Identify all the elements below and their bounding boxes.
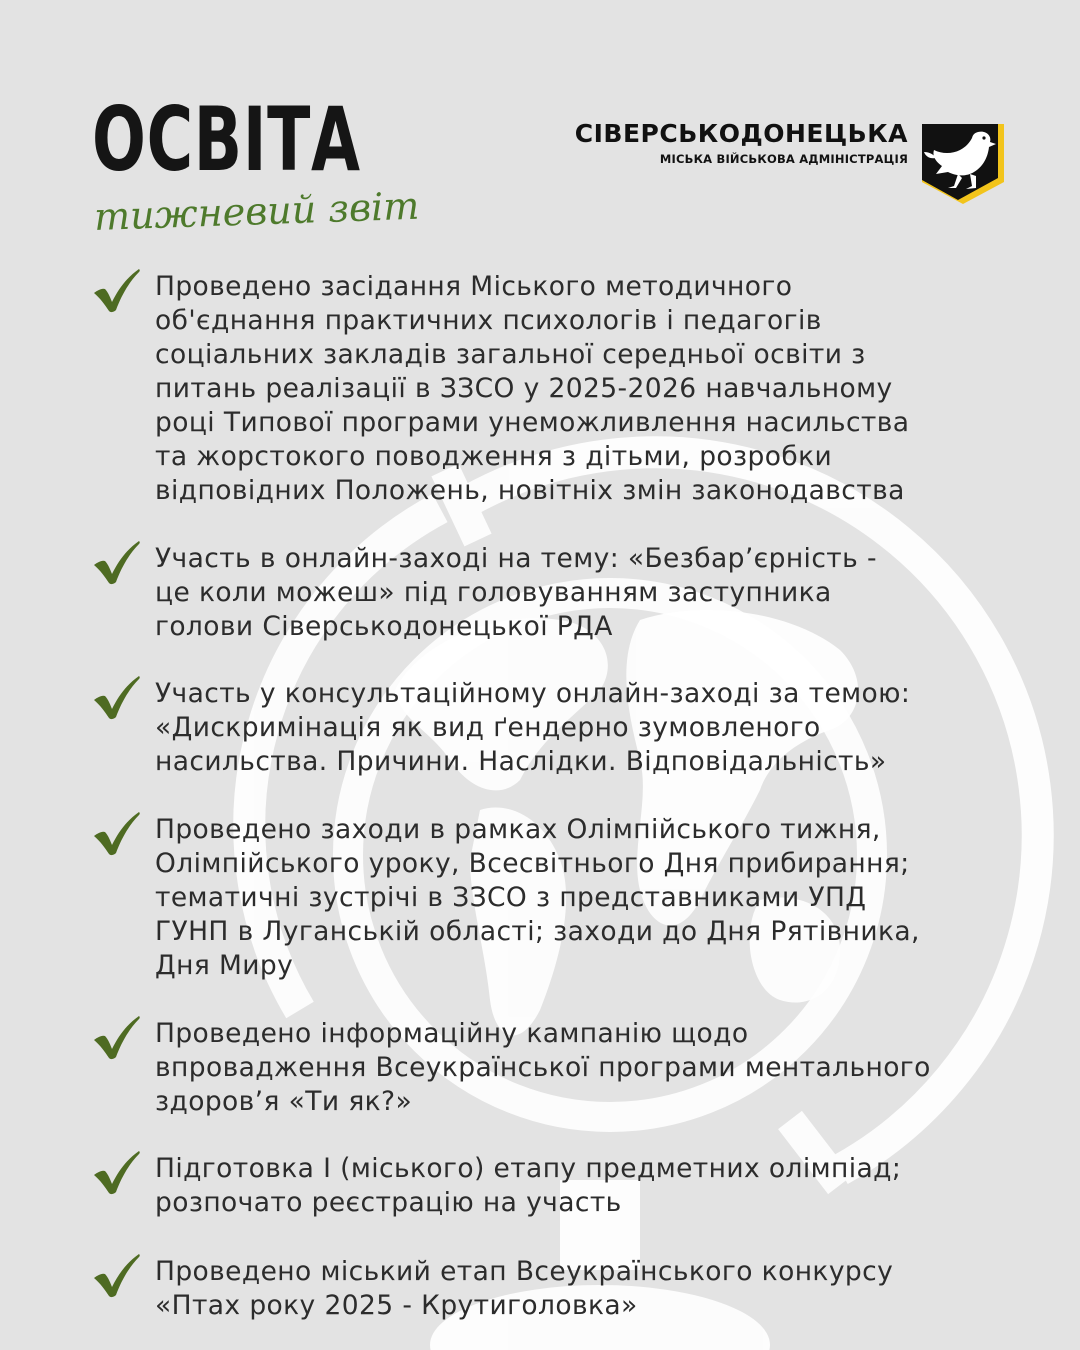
list-item-line: «Дискримінація як вид ґендерно зумовленого xyxy=(155,712,821,743)
checkmark-icon xyxy=(92,266,142,316)
list-item-line: голови Сіверськодонецької РДА xyxy=(155,611,613,642)
checkmark-icon xyxy=(92,538,142,588)
checkmark-icon xyxy=(92,1251,142,1301)
brand-block xyxy=(540,118,908,168)
list-item-line: насильства. Причини. Наслідки. Відповідальність» xyxy=(155,746,887,777)
list-item-line: здоров’я «Ти як?» xyxy=(155,1086,413,1117)
list-item-line: питань реалізації в ЗЗСО у 2025-2026 навчальному xyxy=(155,373,893,404)
list-item-line: ГУНП в Луганській області; заходи до Дня Рятівника, xyxy=(155,916,920,947)
list-item-line: відповідних Положень, новітніх змін законодавства xyxy=(155,475,905,506)
list-item-text xyxy=(155,1017,1045,1119)
list-item-line: Проведено міський етап Всеукраїнського конкурсу xyxy=(155,1256,894,1287)
brand-subtitle: МІСЬКА ВІЙСЬКОВА АДМІНІСТРАЦІЯ xyxy=(659,152,908,166)
list-item-line: Дня Миру xyxy=(155,950,294,981)
list-item-text xyxy=(155,1255,1045,1323)
coat-of-arms-bird-icon xyxy=(918,122,1008,206)
list-item-line: тематичні зустрічі в ЗЗСО з представниками УПД xyxy=(155,882,867,913)
brand-name: СІВЕРСЬКОДОНЕЦЬКА xyxy=(574,119,908,148)
page-subtitle: тижневий звіт xyxy=(93,183,420,239)
list-item-line: соціальних закладів загальної середньої освіти з xyxy=(155,339,866,370)
list-item-line: Участь у консультаційному онлайн-заході за темою: xyxy=(155,678,911,709)
list-item-text xyxy=(155,677,1045,779)
list-item-line: Участь в онлайн-заході на тему: «Безбар’єрність - xyxy=(155,543,877,574)
list-item-line: це коли можеш» під головуванням заступника xyxy=(155,577,832,608)
list-item-text xyxy=(155,813,1045,983)
list-item-line: об'єднання практичних психологів і педагогів xyxy=(155,305,822,336)
list-item-text xyxy=(155,270,1045,508)
checkmark-icon xyxy=(92,1148,142,1198)
list-item-line: Проведено заходи в рамках Олімпійського тижня, xyxy=(155,814,881,845)
checkmark-icon xyxy=(92,673,142,723)
list-item-line: «Птах року 2025 - Крутиголовка» xyxy=(155,1290,638,1321)
list-item-line: Проведено засідання Міського методичного xyxy=(155,271,793,302)
page-title: ОСВІТА xyxy=(92,88,361,191)
list-item-line: Олімпійського уроку, Всесвітнього Дня прибирання; xyxy=(155,848,910,879)
list-item-line: році Типової програми унеможливлення насильства xyxy=(155,407,910,438)
list-item-text xyxy=(155,542,1045,644)
list-item-line: Проведено інформаційну кампанію щодо xyxy=(155,1018,749,1049)
list-item-line: Підготовка І (міського) етапу предметних олімпіад; xyxy=(155,1153,902,1184)
checkmark-icon xyxy=(92,1013,142,1063)
list-item-line: розпочато реєстрацію на участь xyxy=(155,1187,622,1218)
checkmark-icon xyxy=(92,809,142,859)
list-item-line: та жорстокого поводження з дітьми, розробки xyxy=(155,441,833,472)
list-item-line: впровадження Всеукраїнської програми ментального xyxy=(155,1052,931,1083)
list-item-text xyxy=(155,1152,1045,1220)
